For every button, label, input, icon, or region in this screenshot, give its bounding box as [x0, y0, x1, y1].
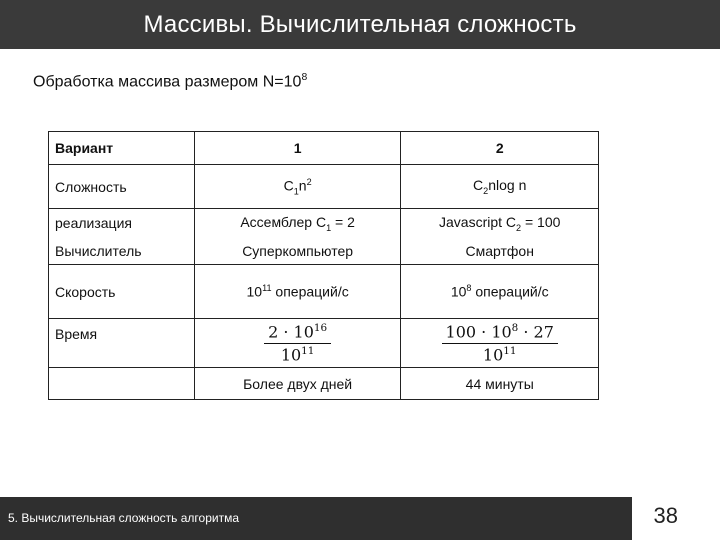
footer-bar: 5. Вычислительная сложность алгоритма [0, 497, 632, 540]
time-value-2 [401, 319, 599, 368]
result-value-1: Более двух дней [194, 368, 401, 400]
speed-value-1: $10^{11}$ операций/с [194, 265, 401, 319]
complexity-value-1: $C_1n^2$ [194, 165, 401, 209]
complexity-value-2: $C_2nlog$ n [401, 165, 599, 209]
table-row-implementation [49, 209, 599, 238]
implementation-value-2: Javascript $C_2 = 100$ [401, 209, 599, 238]
time-label: Время [49, 319, 195, 368]
speed-value-2: $10^8$ операций/с [401, 265, 599, 319]
computer-value-2: Смартфон [401, 238, 599, 265]
table-row-result [49, 368, 599, 400]
time-fraction-2: $\frac{100 \cdot 10^8 \cdot 27}{10^{11}}$ [442, 322, 558, 365]
table-row-computer [49, 238, 599, 265]
computer-label: Вычислитель [49, 238, 195, 265]
speed-label: Скорость [49, 265, 195, 319]
computer-value-1: Суперкомпьютер [194, 238, 401, 265]
header-cell-variant: Вариант [49, 132, 195, 165]
slide-title: Массивы. Вычислительная сложность [0, 0, 720, 49]
table-row-complexity [49, 165, 599, 209]
implementation-value-1: Ассемблер $C_1 = 2$ [194, 209, 401, 238]
time-value-1 [194, 319, 401, 368]
result-label [49, 368, 195, 400]
complexity-label: Сложность [49, 165, 195, 209]
subtitle-exponent: 8 [301, 72, 308, 83]
slide-subtitle [33, 72, 307, 91]
table-row-time [49, 319, 599, 368]
table-row-speed [49, 265, 599, 319]
header-cell-1: 1 [194, 132, 401, 165]
time-fraction-1: $\frac{2 \cdot 10^{16}}{10^{11}}$ [264, 322, 331, 365]
subtitle-text: Обработка массива размером N=10 [33, 73, 302, 91]
page-number: 38 [653, 503, 678, 528]
table-row-header [49, 132, 599, 165]
comparison-table [48, 131, 599, 400]
implementation-label: реализация [49, 209, 195, 238]
header-cell-2: 2 [401, 132, 599, 165]
result-value-2: 44 минуты [401, 368, 599, 400]
